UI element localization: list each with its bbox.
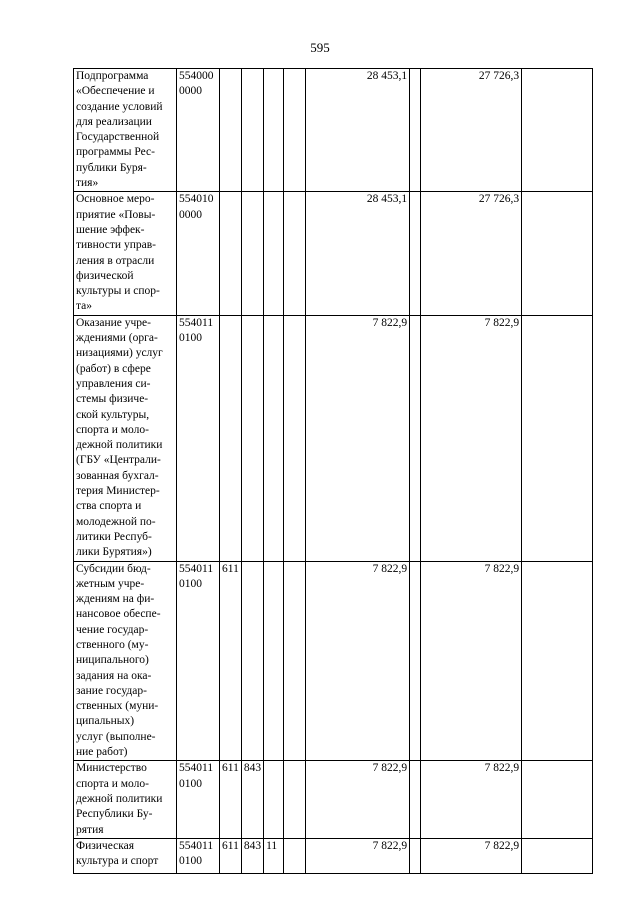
row-name: Основное меро- приятие «Повы- шение эффек- тивности управ- ления в отрасли физической культуры и спор- та» [74, 192, 177, 315]
row-empty-col [522, 192, 593, 315]
row-ministry-code [241, 561, 263, 761]
row-subsection [284, 69, 306, 192]
row-expense-type [220, 192, 242, 315]
row-ministry-code [241, 192, 263, 315]
row-target-code: 554011 0100 [177, 561, 220, 761]
table-row [74, 192, 593, 315]
row-amount-2: 27 726,3 [421, 192, 522, 315]
row-section [264, 761, 284, 838]
row-subsection [284, 761, 306, 838]
row-ministry-code [241, 315, 263, 561]
row-amount-2: 7 822,9 [421, 838, 522, 873]
page-number: 595 [310, 40, 330, 55]
row-ministry-code [241, 69, 263, 192]
row-empty-col [410, 69, 421, 192]
row-empty-col [410, 315, 421, 561]
row-target-code: 554010 0000 [177, 192, 220, 315]
row-section: 11 [264, 838, 284, 873]
row-section [264, 315, 284, 561]
row-subsection [284, 838, 306, 873]
row-amount-2: 7 822,9 [421, 315, 522, 561]
row-empty-col [410, 561, 421, 761]
row-amount-1: 28 453,1 [306, 192, 410, 315]
row-expense-type: 611 [220, 561, 242, 761]
row-amount-1: 7 822,9 [306, 838, 410, 873]
row-target-code: 554000 0000 [177, 69, 220, 192]
row-name: Оказание учре- ждениями (орга- низациями) услуг (работ) в сфере управления си- стемы физиче- ской культуры, спорта и моло- дежной политики (ГБУ «Централи- зованная бухгал- терия Министер- ства спорта и молодежной по- литики Респуб- лики Бурятия») [74, 315, 177, 561]
row-target-code: 554011 0100 [177, 838, 220, 873]
table-row [74, 315, 593, 561]
row-target-code: 554011 0100 [177, 315, 220, 561]
row-empty-col [522, 315, 593, 561]
row-expense-type: 611 [220, 838, 242, 873]
row-expense-type [220, 315, 242, 561]
row-amount-2: 7 822,9 [421, 761, 522, 838]
row-expense-type [220, 69, 242, 192]
row-empty-col [522, 561, 593, 761]
budget-table [73, 68, 593, 874]
row-expense-type: 611 [220, 761, 242, 838]
row-amount-1: 7 822,9 [306, 561, 410, 761]
row-subsection [284, 561, 306, 761]
row-empty-col [522, 761, 593, 838]
row-section [264, 192, 284, 315]
row-empty-col [410, 761, 421, 838]
row-section [264, 561, 284, 761]
table-row [74, 838, 593, 873]
row-name: Подпрограмма «Обеспечение и создание условий для реализации Государственной программы Рес- публики Буря- тия» [74, 69, 177, 192]
row-subsection [284, 315, 306, 561]
row-empty-col [522, 69, 593, 192]
row-amount-1: 28 453,1 [306, 69, 410, 192]
row-name: Министерство спорта и моло- дежной политики Республики Бу- рятия [74, 761, 177, 838]
row-target-code: 554011 0100 [177, 761, 220, 838]
row-section [264, 69, 284, 192]
row-subsection [284, 192, 306, 315]
row-ministry-code: 843 [241, 761, 263, 838]
row-name: Субсидии бюд- жетным учре- ждениям на фи- нансовое обеспе- чение государ- ственного (му- ниципального) задания на ока- зание государ- ственных (муни- ципальных) услуг (выполне- ние работ) [74, 561, 177, 761]
row-amount-1: 7 822,9 [306, 315, 410, 561]
row-amount-2: 7 822,9 [421, 561, 522, 761]
row-empty-col [522, 838, 593, 873]
table-row [74, 69, 593, 192]
row-empty-col [410, 192, 421, 315]
row-empty-col [410, 838, 421, 873]
row-amount-1: 7 822,9 [306, 761, 410, 838]
table-row [74, 761, 593, 838]
row-ministry-code: 843 [241, 838, 263, 873]
row-amount-2: 27 726,3 [421, 69, 522, 192]
row-name: Физическая культура и спорт [74, 838, 177, 873]
table-row [74, 561, 593, 761]
